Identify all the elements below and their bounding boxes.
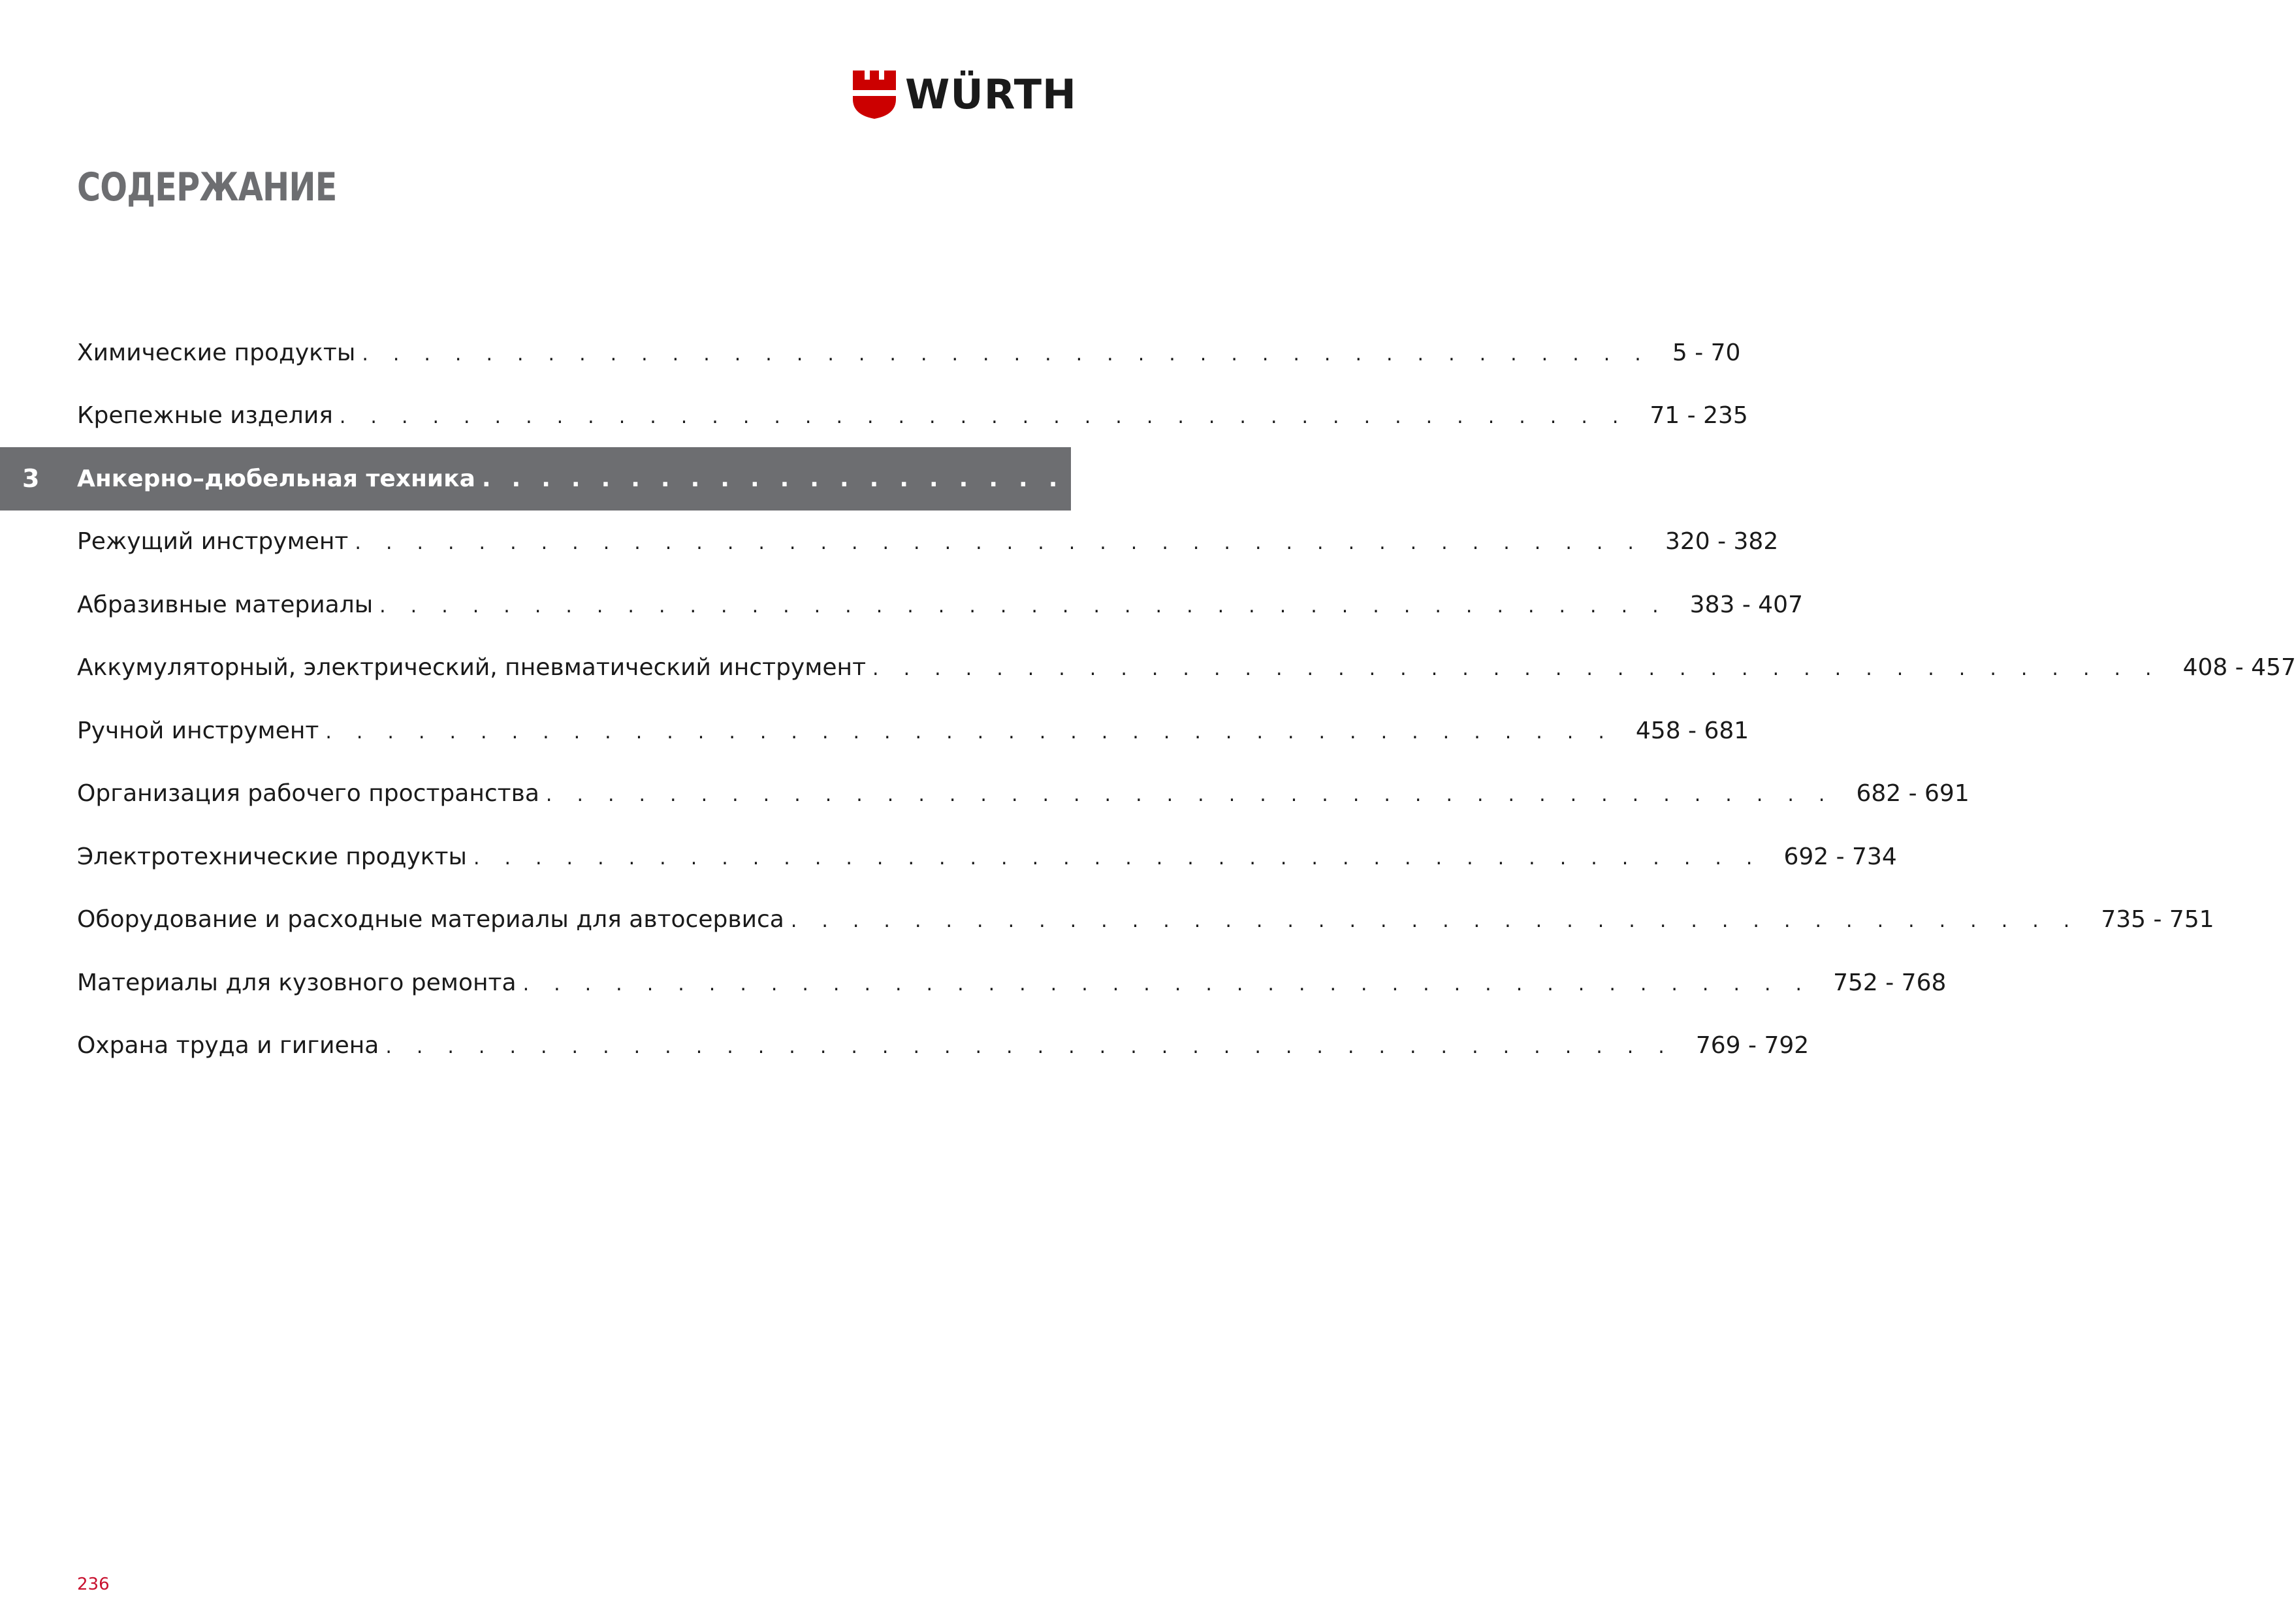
toc-pages: 769 - 792	[1695, 1032, 1810, 1060]
toc-dot-leader: ..........................................	[545, 783, 1850, 807]
toc-entry-anchor-technology[interactable]	[77, 465, 1866, 492]
toc-dot-leader: ..........................................	[522, 972, 1827, 996]
toc-entry-power-tools[interactable]	[77, 654, 2296, 682]
toc-entry-fasteners[interactable]	[77, 402, 1748, 430]
toc-label: Охрана труда и гигиена	[77, 1032, 379, 1060]
toc-row	[0, 1014, 1810, 1078]
toc-dot-leader: ..........................................	[339, 405, 1644, 429]
toc-entry-electrical-products[interactable]	[77, 843, 1897, 870]
toc-pages: 408 - 457	[2182, 654, 2296, 682]
toc-row	[0, 511, 1779, 574]
toc-label: Режущий инструмент	[77, 528, 349, 556]
toc-label: Оборудование и расходные материалы для автосервиса	[77, 906, 784, 934]
toc-row	[0, 825, 1897, 888]
toc-row	[0, 888, 2214, 952]
toc-row	[0, 699, 1749, 762]
toc-dot-leader: ..........................................	[355, 531, 1659, 555]
toc-dot-leader: ..........................................	[379, 594, 1683, 618]
table-of-contents	[0, 321, 2296, 1077]
page-number: 236	[77, 1575, 110, 1594]
toc-pages: 320 - 382	[1665, 528, 1779, 556]
toc-row	[0, 321, 1741, 385]
toc-pages: 692 - 734	[1783, 843, 1897, 870]
toc-dot-leader: ..........................................	[481, 465, 1735, 492]
toc-row-active	[0, 447, 1866, 511]
toc-pages: 5 - 70	[1672, 339, 1741, 366]
toc-row	[0, 762, 1969, 826]
toc-dot-leader: ..........................................	[473, 846, 1778, 870]
toc-label: Электротехнические продукты	[77, 843, 467, 870]
toc-pages: 383 - 407	[1689, 591, 1803, 618]
wurth-logo	[853, 71, 1077, 119]
toc-pages: 458 - 681	[1635, 717, 1749, 744]
toc-entry-cutting-tools[interactable]	[77, 528, 1779, 556]
wurth-logo-mark-icon	[853, 71, 896, 119]
toc-pages: 752 - 768	[1833, 969, 1947, 996]
toc-entry-safety-hygiene[interactable]	[77, 1032, 1810, 1060]
logo-text: WÜRTH	[905, 71, 1077, 118]
toc-row	[0, 573, 1803, 637]
toc-pages: 682 - 691	[1856, 780, 1969, 808]
toc-label: Анкерно–дюбельная техника	[77, 465, 475, 492]
toc-pages: 236 - 319	[1741, 465, 1866, 492]
toc-pages: 735 - 751	[2101, 906, 2214, 934]
toc-label: Крепежные изделия	[77, 402, 333, 430]
toc-label: Ручной инструмент	[77, 717, 319, 744]
toc-entry-hand-tools[interactable]	[77, 717, 1749, 744]
toc-entry-auto-service[interactable]	[77, 906, 2214, 934]
toc-dot-leader: ..........................................	[362, 342, 1666, 366]
toc-dot-leader: ..........................................	[872, 657, 2176, 681]
toc-pages: 71 - 235	[1650, 402, 1748, 430]
toc-row	[0, 385, 1748, 448]
toc-row	[0, 951, 1947, 1014]
toc-entry-chemical-products[interactable]	[77, 339, 1741, 366]
toc-label: Организация рабочего пространства	[77, 780, 539, 808]
page-title: СОДЕРЖАНИЕ	[77, 165, 337, 210]
toc-dot-leader: ..........................................	[790, 909, 2095, 933]
chapter-number: 3	[22, 464, 40, 494]
toc-entry-body-repair[interactable]	[77, 969, 1947, 996]
toc-row	[0, 637, 2296, 700]
toc-label: Материалы для кузовного ремонта	[77, 969, 517, 996]
toc-dot-leader: ..........................................	[325, 720, 1629, 744]
toc-entry-workspace-organization[interactable]	[77, 780, 1969, 808]
toc-label: Химические продукты	[77, 339, 356, 366]
toc-entry-abrasives[interactable]	[77, 591, 1803, 618]
toc-label: Аккумуляторный, электрический, пневматический инструмент	[77, 654, 867, 682]
toc-label: Абразивные материалы	[77, 591, 374, 618]
toc-dot-leader: ..........................................	[385, 1035, 1689, 1059]
